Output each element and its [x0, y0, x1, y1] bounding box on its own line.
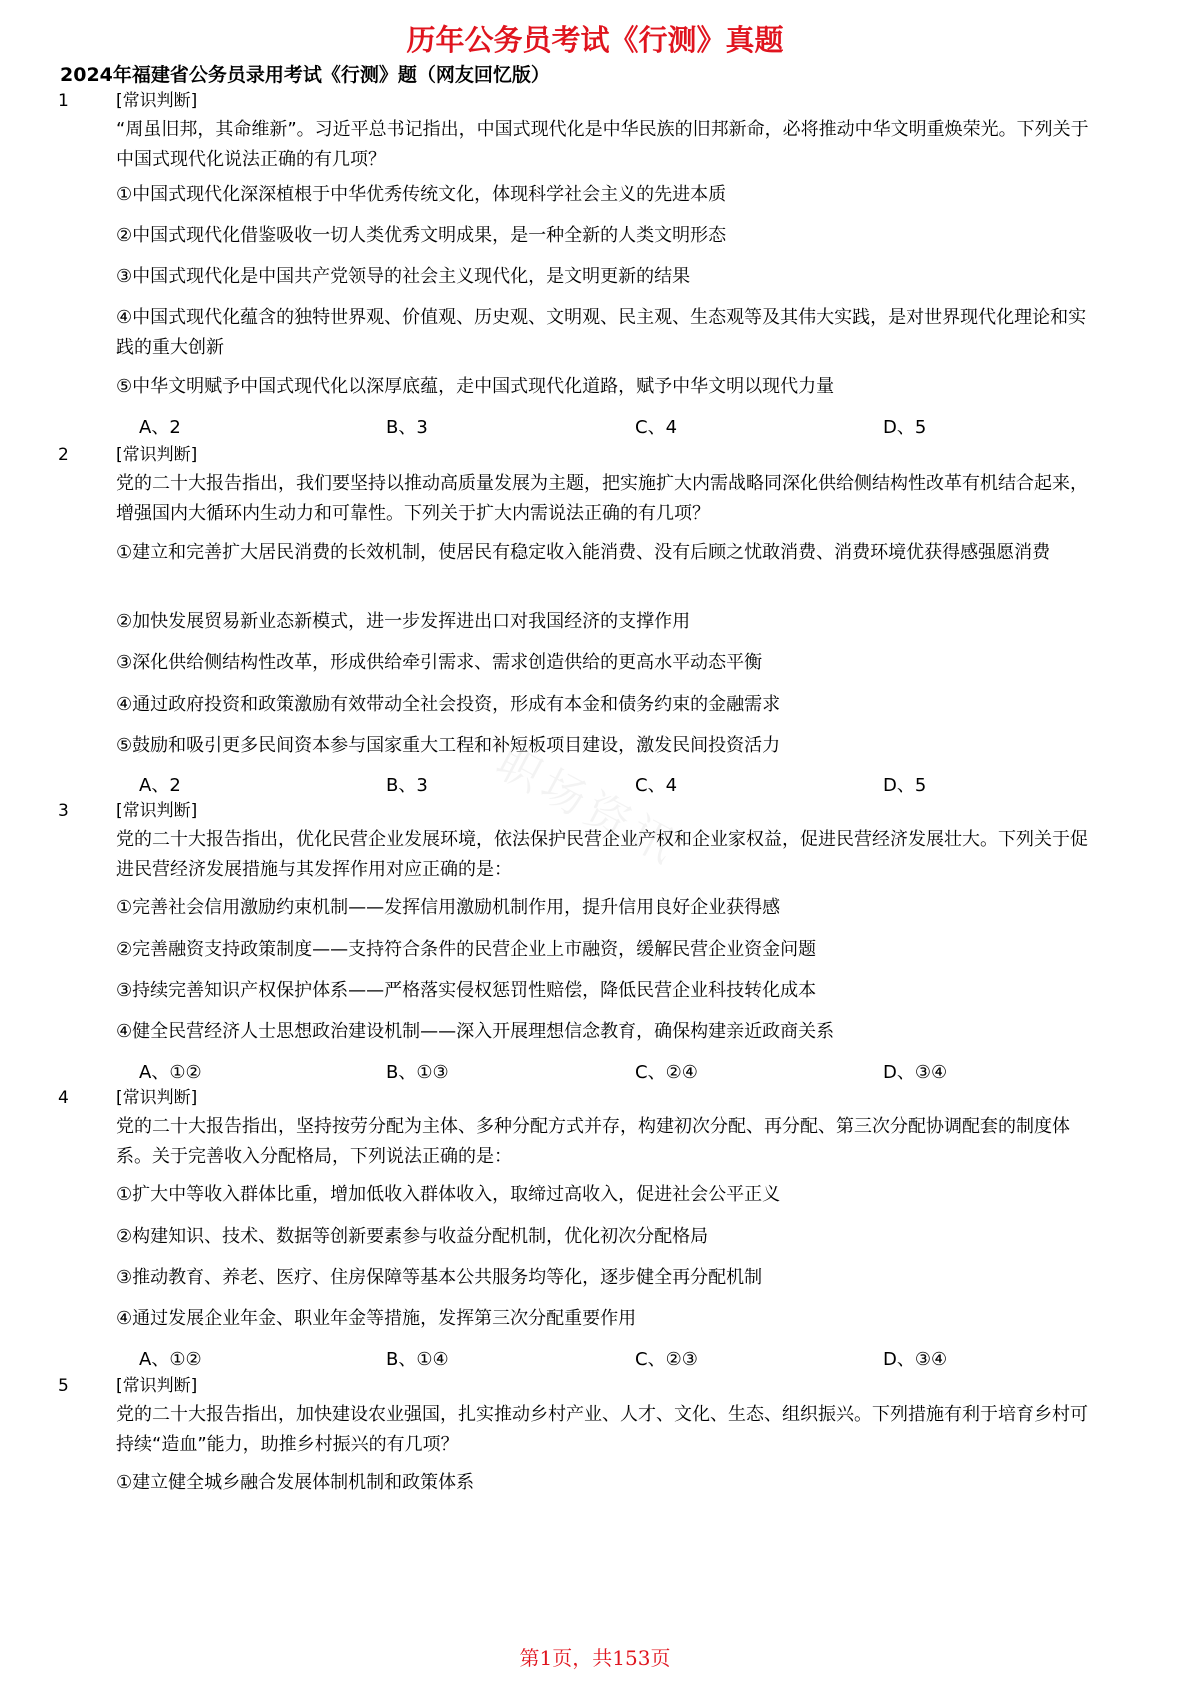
choice-c: C、②③	[635, 1349, 698, 1370]
question-stem: 党的二十大报告指出，我们要坚持以推动高质量发展为主题，把实施扩大内需战略同深化供给侧结构性改革有机结合起来，增强国内大循环内生动力和可靠性。下列关于扩大内需说法正确的有几项？	[116, 473, 1088, 524]
question-category: [常识判断]	[116, 445, 198, 465]
question-option: ①中国式现代化深深植根于中华优秀传统文化，体现科学社会主义的先进本质	[116, 184, 727, 205]
choice-b: B、3	[386, 775, 428, 796]
question-stem: 党的二十大报告指出，优化民营企业发展环境，依法保护民营企业产权和企业家权益，促进民营经济发展壮大。下列关于促进民营经济发展措施与其发挥作用对应正确的是：	[116, 829, 1088, 880]
question-option: ③推动教育、养老、医疗、住房保障等基本公共服务均等化，逐步健全再分配机制	[116, 1267, 763, 1288]
choice-c: C、4	[635, 775, 678, 796]
question-number: 5	[58, 1376, 69, 1396]
page-footer: 第1页，共153页	[519, 1646, 671, 1670]
question-number: 2	[58, 445, 69, 465]
question-category: [常识判断]	[116, 1376, 198, 1396]
question-option: ⑤中华文明赋予中国式现代化以深厚底蕴，走中国式现代化道路，赋予中华文明以现代力量	[116, 376, 835, 397]
question-option: ①建立健全城乡融合发展体制机制和政策体系	[116, 1472, 475, 1493]
question-category: [常识判断]	[116, 1088, 198, 1108]
choice-b: B、3	[386, 417, 428, 438]
question-category: [常识判断]	[116, 801, 198, 821]
choice-a: A、①②	[139, 1349, 202, 1370]
question-option: ③持续完善知识产权保护体系——严格落实侵权惩罚性赔偿，降低民营企业科技转化成本	[116, 980, 817, 1001]
question-option: ④健全民营经济人士思想政治建设机制——深入开展理想信念教育，确保构建亲近政商关系	[116, 1021, 835, 1042]
question-stem: “周虽旧邦，其命维新”。习近平总书记指出，中国式现代化是中华民族的旧邦新命，必将推动中华文明重焕荣光。下列关于中国式现代化说法正确的有几项？	[116, 119, 1089, 170]
page-title: 历年公务员考试《行测》真题	[406, 23, 784, 57]
choice-a: A、2	[139, 775, 181, 796]
question-option: ①扩大中等收入群体比重，增加低收入群体收入，取缔过高收入，促进社会公平正义	[116, 1184, 781, 1205]
choice-b: B、①④	[386, 1349, 449, 1370]
question-option: ①完善社会信用激励约束机制——发挥信用激励机制作用，提升信用良好企业获得感	[116, 897, 781, 918]
choice-c: C、②④	[635, 1062, 698, 1083]
question-option: ②中国式现代化借鉴吸收一切人类优秀文明成果，是一种全新的人类文明形态	[116, 225, 727, 246]
choice-a: A、2	[139, 417, 181, 438]
question-option: ②构建知识、技术、数据等创新要素参与收益分配机制，优化初次分配格局	[116, 1226, 709, 1247]
choice-d: D、5	[883, 417, 927, 438]
question-option: ②完善融资支持政策制度——支持符合条件的民营企业上市融资，缓解民营企业资金问题	[116, 939, 817, 960]
question-number: 4	[58, 1088, 69, 1108]
question-option: ①建立和完善扩大居民消费的长效机制，使居民有稳定收入能消费、没有后顾之忧敢消费、消费环境优获得感强愿消费	[116, 542, 1051, 563]
question-option: ④通过政府投资和政策激励有效带动全社会投资，形成有本金和债务约束的金融需求	[116, 694, 781, 715]
question-category: [常识判断]	[116, 91, 198, 111]
choice-d: D、③④	[883, 1062, 948, 1083]
question-option: ③深化供给侧结构性改革，形成供给牵引需求、需求创造供给的更高水平动态平衡	[116, 652, 763, 673]
question-option: ③中国式现代化是中国共产党领导的社会主义现代化，是文明更新的结果	[116, 266, 691, 287]
question-option: ④中国式现代化蕴含的独特世界观、价值观、历史观、文明观、民主观、生态观等及其伟大实践，是对世界现代化理论和实践的重大创新	[116, 307, 1087, 358]
question-number: 3	[58, 801, 69, 821]
choice-a: A、①②	[139, 1062, 202, 1083]
choice-d: D、③④	[883, 1349, 948, 1370]
question-option: ⑤鼓励和吸引更多民间资本参与国家重大工程和补短板项目建设，激发民间投资活力	[116, 735, 781, 756]
question-option: ②加快发展贸易新业态新模式，进一步发挥进出口对我国经济的支撑作用	[116, 611, 691, 632]
question-number: 1	[58, 91, 69, 111]
choice-d: D、5	[883, 775, 927, 796]
question-stem: 党的二十大报告指出，坚持按劳分配为主体、多种分配方式并存，构建初次分配、再分配、第三次分配协调配套的制度体系。关于完善收入分配格局，下列说法正确的是：	[116, 1116, 1070, 1167]
question-stem: 党的二十大报告指出，加快建设农业强国，扎实推动乡村产业、人才、文化、生态、组织振兴。下列措施有利于培育乡村可持续“造血”能力，助推乡村振兴的有几项？	[116, 1404, 1088, 1455]
question-option: ④通过发展企业年金、职业年金等措施，发挥第三次分配重要作用	[116, 1308, 637, 1329]
choice-b: B、①③	[386, 1062, 449, 1083]
choice-c: C、4	[635, 417, 678, 438]
exam-title: 2024年福建省公务员录用考试《行测》题（网友回忆版）	[60, 64, 550, 86]
